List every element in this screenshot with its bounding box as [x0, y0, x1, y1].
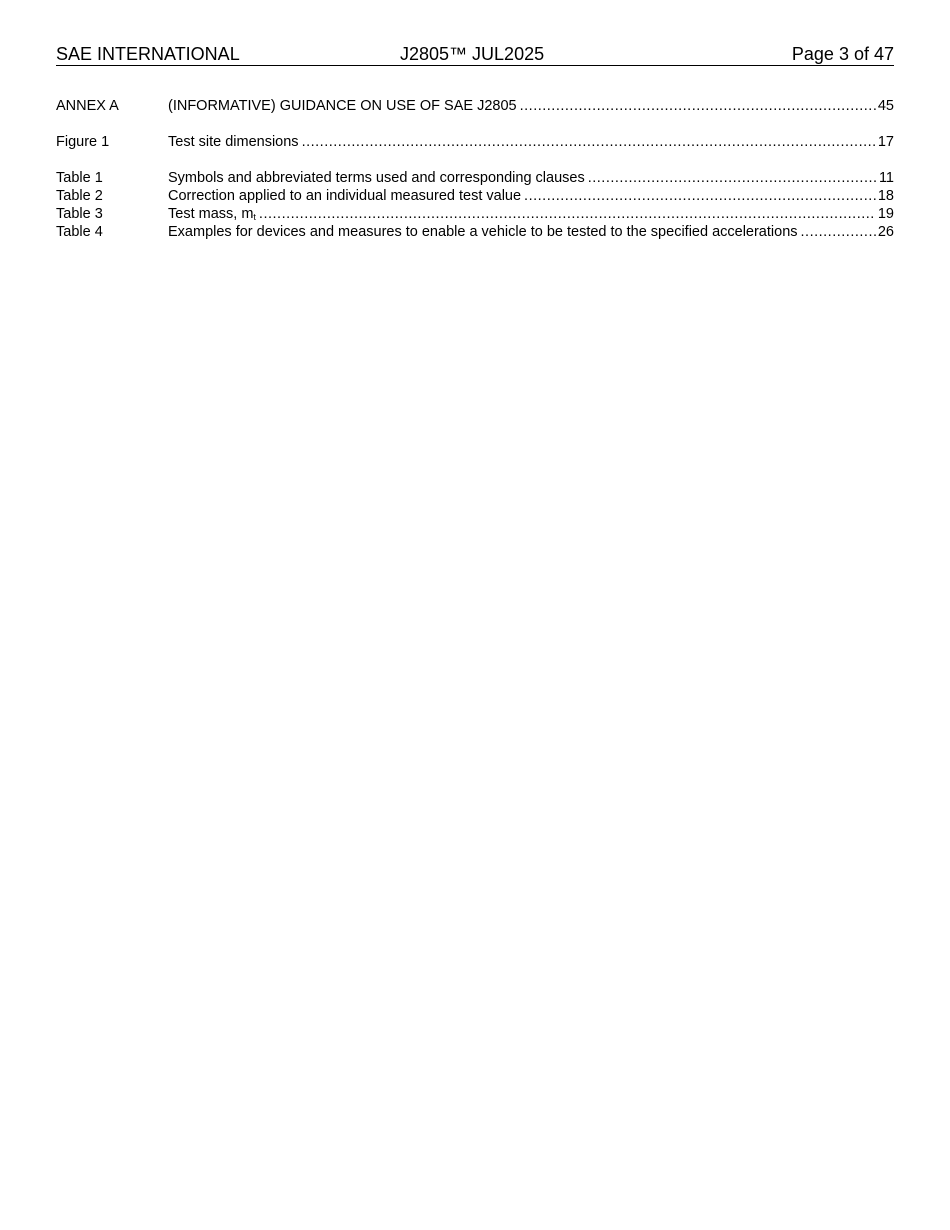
toc-entry-page: 19	[877, 206, 894, 222]
dot-leader	[302, 133, 876, 151]
toc-entry-label: ANNEX A	[56, 98, 119, 114]
toc-entry-label: Table 2	[56, 188, 103, 204]
toc-annex-group	[56, 97, 894, 115]
header-page-number: Page 3 of 47	[791, 44, 894, 64]
toc-entry-annex-a[interactable]	[56, 97, 894, 115]
toc-figures-group	[56, 133, 894, 151]
toc-entry-page: 17	[877, 134, 894, 150]
dot-leader	[801, 223, 876, 241]
toc-entry-page: 18	[877, 188, 894, 204]
dot-leader	[588, 169, 877, 187]
toc-entry-label: Table 3	[56, 206, 103, 222]
toc-entry-title: Test site dimensions	[168, 134, 299, 150]
dot-leader	[524, 187, 876, 205]
toc-tables-group	[56, 169, 894, 241]
toc-entry-title: (INFORMATIVE) GUIDANCE ON USE OF SAE J2805	[168, 98, 517, 114]
toc-entry-title: Symbols and abbreviated terms used and corresponding clauses	[168, 170, 585, 186]
toc-entry-title-text: Test mass, m	[168, 206, 254, 222]
toc-entry-page: 11	[878, 170, 894, 186]
toc-entry-label: Table 4	[56, 224, 103, 240]
toc-entry-page: 45	[877, 98, 894, 114]
toc-entry-table-2[interactable]	[56, 187, 894, 205]
toc-entry-label: Figure 1	[56, 134, 110, 150]
dot-leader	[259, 205, 876, 223]
toc-entry-page: 26	[877, 224, 894, 240]
toc-entry-table-3[interactable]	[56, 205, 894, 223]
toc-entry-table-1[interactable]	[56, 169, 894, 187]
dot-leader	[520, 97, 876, 115]
toc-entry-title: Examples for devices and measures to enable a vehicle to be tested to the specified accelerations	[168, 224, 798, 240]
toc-entry-table-4[interactable]	[56, 223, 894, 241]
title-subscript: t	[253, 212, 256, 222]
toc-entry-figure-1[interactable]	[56, 133, 894, 151]
toc-entry-title: Correction applied to an individual measured test value	[168, 188, 522, 204]
header-organization: SAE INTERNATIONAL	[56, 44, 240, 64]
header-document-id: J2805™ JUL2025	[400, 44, 545, 64]
page-header	[56, 43, 894, 66]
toc-entry-label: Table 1	[56, 170, 103, 186]
table-of-contents	[56, 97, 894, 241]
